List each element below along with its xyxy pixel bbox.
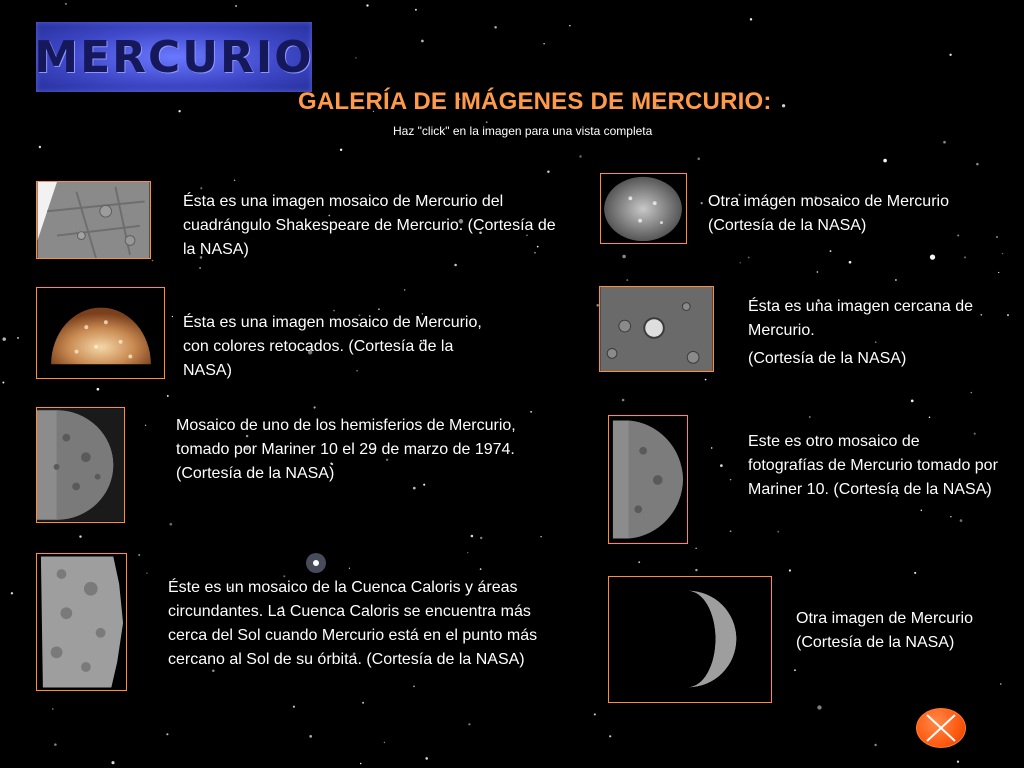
star: [960, 519, 963, 522]
star: [817, 705, 821, 709]
star: [97, 388, 100, 391]
star: [777, 531, 779, 533]
star: [622, 255, 625, 258]
star: [695, 548, 696, 549]
star: [720, 464, 723, 467]
star: [980, 314, 982, 316]
star: [360, 763, 362, 765]
star: [957, 761, 959, 763]
star: [697, 158, 700, 161]
x-icon: [917, 709, 965, 747]
gallery-thumb-7[interactable]: [608, 415, 688, 544]
star: [340, 149, 342, 151]
page-subtitle: Haz "click" en la imagen para una vista completa: [393, 124, 653, 138]
star: [454, 264, 457, 267]
star: [964, 256, 966, 258]
star: [200, 187, 202, 189]
star: [79, 535, 81, 537]
star: [480, 537, 482, 539]
star: [930, 254, 935, 259]
star: [701, 202, 703, 204]
star: [943, 141, 946, 144]
star: [789, 569, 791, 571]
star: [911, 400, 914, 403]
star: [609, 735, 611, 737]
star: [2, 337, 6, 341]
star: [998, 272, 999, 273]
star: [415, 9, 417, 11]
star: [976, 163, 979, 166]
star: [413, 686, 415, 688]
star: [404, 289, 406, 291]
star: [234, 180, 235, 181]
star: [626, 279, 628, 281]
star: [145, 425, 146, 426]
gallery-caption-6: Ésta es una imagen cercana de Mercurio.: [748, 298, 974, 339]
star: [1002, 253, 1003, 254]
star: [730, 479, 732, 481]
mercurio-logo: [36, 22, 312, 92]
gallery-caption-7: Este es otro mosaico de fotografías de Mercurio tomado por Mariner 10. (Cortesía de la NASA): [748, 433, 998, 498]
star: [178, 110, 180, 112]
star: [425, 757, 428, 760]
star: [166, 733, 168, 735]
mercury-crescent-image: [609, 577, 771, 702]
star: [883, 159, 887, 163]
star: [705, 379, 707, 381]
star: [471, 535, 474, 538]
gallery-caption-6b: (Cortesía de la NASA): [748, 350, 907, 367]
star: [378, 308, 380, 310]
logo-text: MERCURIO: [34, 31, 314, 83]
gallery-caption-5: Otra imágen mosaico de Mercurio (Cortesía de la NASA): [708, 193, 949, 234]
star: [730, 530, 732, 532]
star: [111, 761, 114, 764]
star: [950, 516, 951, 517]
star: [638, 561, 640, 563]
star: [921, 510, 923, 512]
star: [467, 552, 468, 553]
star: [874, 744, 876, 746]
star: [138, 554, 140, 556]
star: [421, 40, 424, 43]
mercury-hemisphere-image: [37, 408, 124, 522]
mercury-shakespeare-image: [37, 182, 150, 258]
page-title: GALERÍA DE IMÁGENES DE MERCURIO:: [298, 88, 772, 115]
star: [309, 735, 312, 738]
star: [895, 279, 897, 281]
star: [2, 382, 4, 384]
star: [579, 155, 581, 157]
gallery-caption-8: Otra imagen de Mercurio (Cortesía de la NASA): [796, 610, 973, 651]
star: [622, 399, 625, 402]
gallery-thumb-5[interactable]: [600, 173, 687, 244]
star: [480, 568, 482, 570]
star: [52, 708, 54, 710]
gallery-caption-1: Ésta es una imagen mosaico de Mercurio del cuadrángulo Shakespeare de Mercurio. (Cortesía de la NASA): [183, 193, 556, 258]
mercury-mosaic-image: [601, 174, 686, 243]
star: [594, 713, 596, 715]
star: [569, 25, 571, 27]
gallery-caption-4: Éste es un mosaico de la Cuenca Caloris y áreas circundantes. La Cuenca Caloris se encuentra más cerca del Sol cuando Mercurio está en el punto más cercano al Sol de su órbita. (Cortesía de la NASA): [168, 579, 538, 668]
star: [362, 702, 364, 704]
star: [167, 395, 169, 397]
star: [971, 392, 972, 393]
star: [809, 416, 811, 418]
star: [355, 57, 356, 58]
star: [169, 523, 172, 526]
mercury-closeup-image: [600, 287, 713, 371]
gallery-thumb-6[interactable]: [599, 286, 714, 372]
star: [748, 257, 750, 259]
star: [146, 573, 147, 574]
star: [929, 416, 931, 418]
star: [39, 146, 41, 148]
star: [1000, 683, 1002, 685]
star: [11, 592, 13, 594]
star: [235, 5, 237, 7]
star: [314, 406, 316, 408]
bright-star: [313, 560, 319, 566]
star: [65, 3, 67, 5]
star: [293, 706, 295, 708]
gallery-caption-2: Ésta es una imagen mosaico de Mercurio, con colores retocados. (Cortesía de la NASA): [183, 314, 482, 379]
star: [739, 262, 740, 263]
star: [794, 669, 796, 671]
star: [172, 316, 173, 317]
star: [17, 337, 19, 339]
star: [486, 121, 488, 123]
star: [817, 271, 819, 273]
gallery-thumb-8[interactable]: [608, 576, 772, 703]
mercury-mariner10-image: [609, 416, 687, 543]
star: [750, 18, 752, 20]
gallery-thumb-2[interactable]: [36, 287, 165, 379]
gallery-thumb-1[interactable]: [36, 181, 151, 259]
gallery-thumb-3[interactable]: [36, 407, 125, 523]
star: [530, 411, 532, 413]
star: [540, 536, 541, 537]
star: [914, 572, 916, 574]
star: [384, 742, 385, 743]
star: [199, 267, 201, 269]
gallery-caption-3: Mosaico de uno de los hemisferios de Mercurio, tomado por Mariner 10 el 29 de marzo de 1974. (Cortesía de la NASA): [176, 417, 516, 482]
star: [949, 54, 951, 56]
close-button[interactable]: [916, 708, 966, 748]
star: [849, 261, 852, 264]
star: [494, 26, 497, 29]
star: [543, 43, 544, 44]
star: [54, 743, 57, 746]
star: [349, 568, 350, 569]
star: [830, 250, 832, 252]
mercury-enhanced-color-image: [37, 288, 164, 378]
gallery-thumb-4[interactable]: [36, 553, 127, 691]
star: [366, 4, 368, 6]
star: [1007, 314, 1009, 316]
caloris-basin-image: [37, 554, 126, 690]
star: [695, 569, 697, 571]
star: [413, 487, 416, 490]
star: [152, 260, 154, 262]
star: [468, 723, 470, 725]
star: [547, 170, 549, 172]
star: [711, 447, 712, 448]
